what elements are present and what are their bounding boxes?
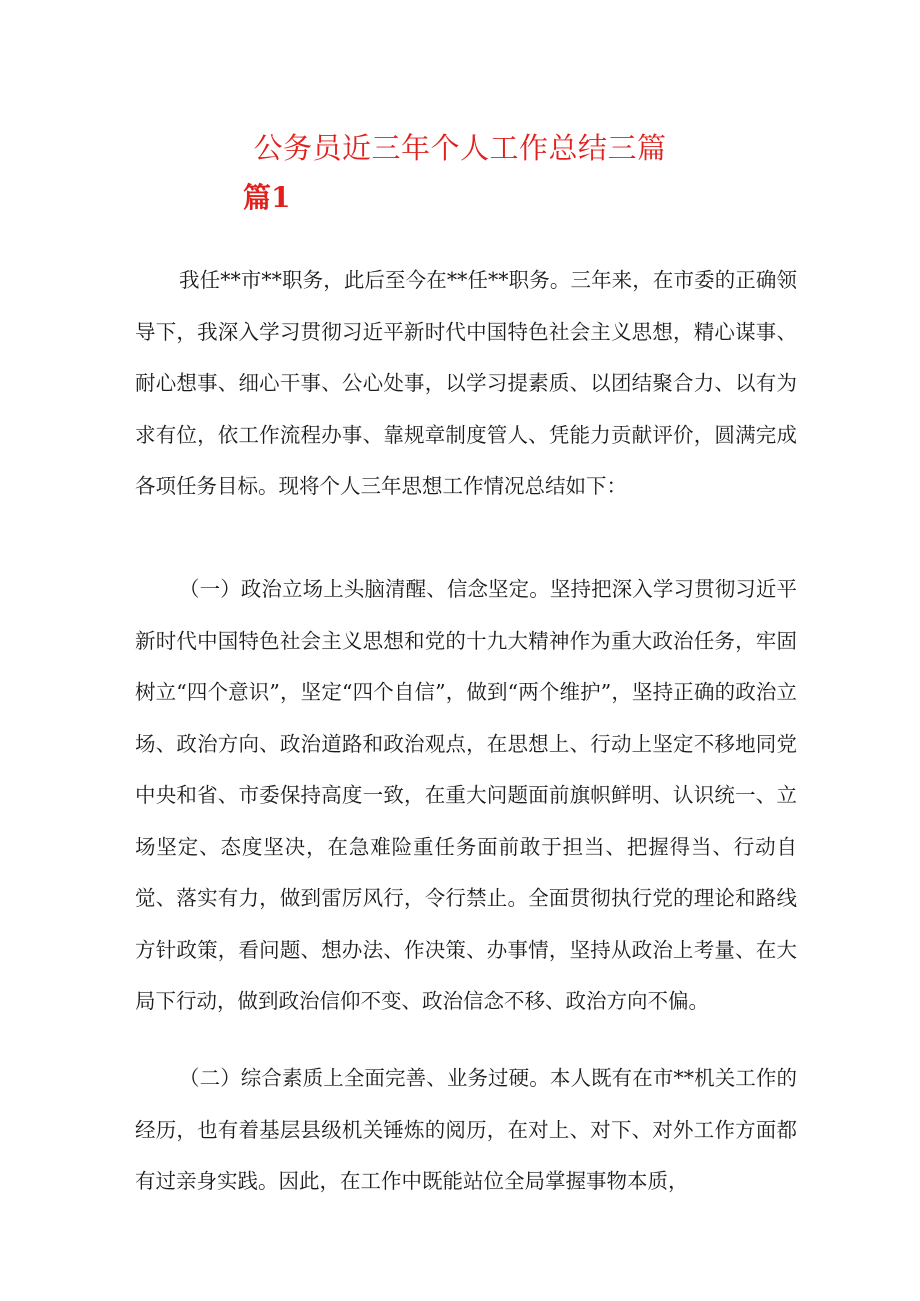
section-heading: 篇1 — [243, 181, 291, 214]
body-paragraph-political-stance: （一）政治立场上头脑清醒、信念坚定。坚持把深入学习贯彻习近平新时代中国特色社会主义思想和党的十九大精神作为重大政治任务，牢固树立“四个意识”，坚定“四个自信”，做到“两个维护”，坚持正确的政治立场、政治方向、政治道路和政治观点，在思想上、行动上坚定不移地同党中央和省、市委保持高度一致，在重大问题面前旗帜鲜明、认识统一、立场坚定、态度坚决，在急难险重任务面前敢于担当、把握得当、行动自觉、落实有力，做到雷厉风行，令行禁止。全面贯彻执行党的理论和路线方针政策，看问题、想办法、作决策、办事情，坚持从政治上考量、在大局下行动，做到政治信仰不变、政治信念不移、政治方向不偏。 — [135, 577, 797, 1013]
body-paragraph-intro: 我任**市**职务，此后至今在**任**职务。三年来，在市委的正确领导下，我深入学习贯彻习近平新时代中国特色社会主义思想，精心谋事、耐心想事、细心干事、公心处事，以学习提素质、以团结聚合力、以有为求有位，依工作流程办事、靠规章制度管人、凭能力贡献评价，圆满完成各项任务目标。现将个人三年思想工作情况总结如下： — [135, 268, 797, 498]
document-title: 公务员近三年个人工作总结三篇 — [253, 131, 667, 165]
body-paragraph-overall-quality: （二）综合素质上全面完善、业务过硬。本人既有在市**机关工作的经历，也有着基层县级机关锤炼的阅历，在对上、对下、对外工作方面都有过亲身实践。因此，在工作中既能站位全局掌握事物本质， — [135, 1066, 797, 1193]
